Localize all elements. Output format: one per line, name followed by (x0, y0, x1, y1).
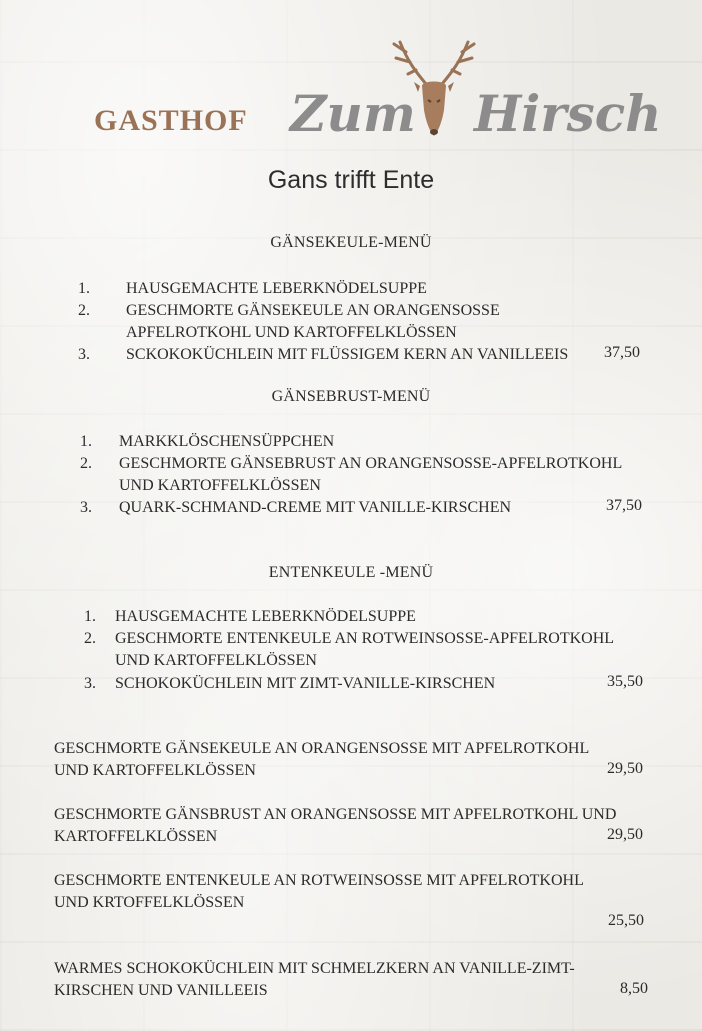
page-title: Gans trifft Ente (267, 166, 435, 194)
menu-heading-entenkeule: ENTENKEULE -MENÜ (268, 564, 434, 581)
restaurant-logo (94, 36, 662, 143)
dish-item: GESCHMORTE GÄNSEKEULE AN ORANGENSOSSE MIT APFELROTKOHL UND KARTOFFELKLÖSSEN (54, 740, 590, 779)
dish-price: 29,50 (607, 760, 643, 777)
dish-item: WARMES SCHOKOKÜCHLEIN MIT SCHMELZKERN AN VANILLE-ZIMT- KIRSCHEN UND VANILLEEIS (54, 960, 575, 999)
menu-price: 37,50 (604, 344, 640, 361)
stag-head-icon (386, 36, 482, 141)
dish-price: 29,50 (607, 826, 643, 843)
logo-brand-word: GASTHOF (94, 104, 248, 137)
logo-brand-zum: Zum (290, 84, 416, 143)
menu-heading-gaensebrust: GÄNSEBRUST-MENÜ (271, 388, 431, 405)
dish-price: 25,50 (608, 912, 644, 929)
logo-brand-hirsch: Hirsch (474, 84, 662, 143)
menu-price: 37,50 (606, 497, 642, 514)
menu-price: 35,50 (607, 673, 643, 690)
dish-item: GESCHMORTE GÄNSBRUST AN ORANGENSOSSE MIT APFELROTKOHL UND KARTOFFELKLÖSSEN (54, 806, 617, 845)
dish-item: GESCHMORTE ENTENKEULE AN ROTWEINSOSSE MIT APFELROTKOHL UND KRTOFFELKLÖSSEN (54, 872, 584, 911)
menu-heading-gaensekeule: GÄNSEKEULE-MENÜ (270, 234, 432, 251)
menu-page: GASTHOF Zum Hirsch Gans trifft Ente GÄNSEKEULE-MENÜ 1. HAUSGEMACHTE LEBERKNÖDELSUPPE 2. GESCHMORTE GÄNSEKEULE AN ORANGENSOSSE APFELROTKOHL UND KARTOFFELKLÖSSEN 3. SCKOKOKÜCHLEIN MIT FLÜSSIGEM KERN AN VANILLEEIS 37,50 GÄNSEBRUST-MENÜ 1. MARKKLÖSCHENSÜPPCHEN 2. GESCHMORTE GÄNSEBRUST AN ORANGENSOSSE-APFELROTKOHL UND KARTOFFELKLÖSSEN 3. QUARK-SCHMAND-CREME MIT VANILLE-KIRSCHEN 37,50 ENTENKEULE -MENÜ 1. HAUSGEMACHTE LEBERKNÖDELSUPPE 2. GESCHMORTE ENTENKEULE AN ROTWEINSOSSE-APFELROTKOHL UND KARTOFFELKLÖSSEN 3. SCHOKOKÜCHLEIN MIT ZIMT-VANILLE-KIRSCHEN 35,50 GESCHMORTE GÄNSEKEULE AN ORANGENSOSSE MIT APFELROTKOHL UND KARTOFFELKLÖSSEN 29,50 GESCHMORTE GÄNSBRUST AN ORANGENSOSSE MIT APFELROTKOHL UND KARTOFFELKLÖSSEN 29,50 GESCHMORTE ENTENKEULE AN ROTWEINSOSSE MIT APFELROTKOHL UND KRTOFFELKLÖSSEN 25,50 WARMES SCHOKOKÜCHLEIN MIT SCHMELZKERN AN VANILLE-ZIMT- KIRSCHEN UND VANILLEEIS 8,50 (0, 0, 702, 1031)
dish-price: 8,50 (620, 980, 648, 997)
